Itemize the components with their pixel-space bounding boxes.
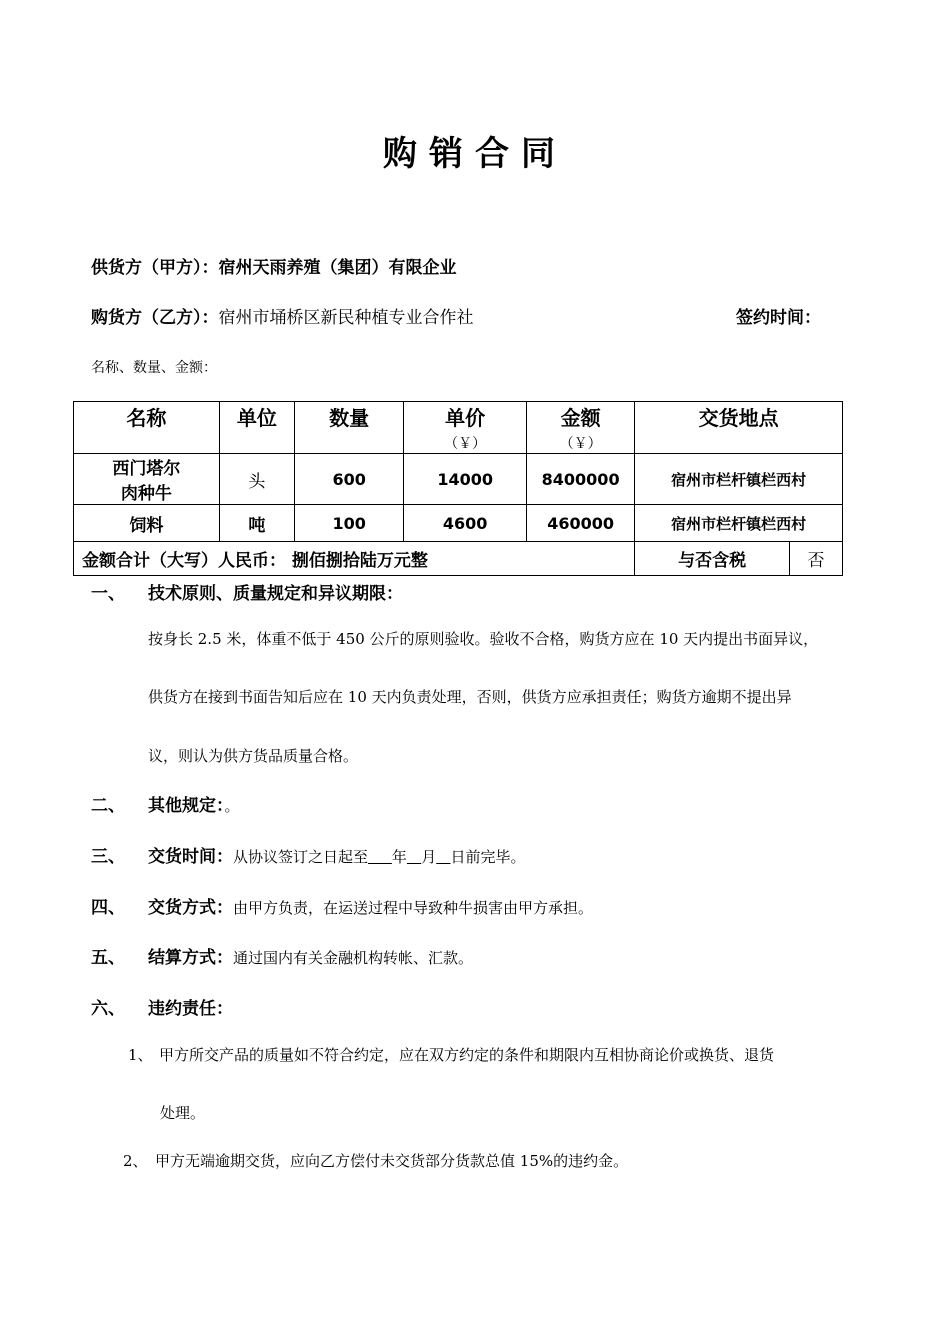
section-3-line: 交货时间：从协议签订之日起至 年 月 日前完毕。: [148, 847, 526, 867]
section-3-title: 交货时间：: [148, 847, 233, 867]
section-1-line: 按身长 2.5 米，体重不低于 450 公斤的原则验收。验收不合格，购货方应在 10 天内提出书面异议，: [148, 630, 819, 648]
total-label: 金额合计（大写）人民币：: [82, 551, 286, 571]
supplier-line: [91, 253, 457, 278]
goods-table: [73, 401, 843, 576]
table-header-row: [74, 402, 843, 454]
cell-name: 饲料: [74, 505, 220, 542]
section-2-text: 。: [224, 797, 240, 815]
goods-intro: 名称、数量、金额：: [91, 360, 217, 376]
buyer-name: 宿州市埇桥区新民种植专业合作社: [218, 308, 474, 328]
section-5-number: 五、: [91, 948, 125, 968]
header-qty: 数量: [294, 402, 403, 454]
section-2-number: 二、: [91, 796, 125, 816]
tax-value: 否: [789, 542, 842, 576]
section-1-title: 技术原则、质量规定和异议期限：: [148, 584, 403, 604]
cell-unit: 头: [219, 454, 294, 505]
table-row: [74, 454, 843, 505]
section-5-text: 通过国内有关金融机构转帐、汇款。: [233, 949, 474, 967]
section-4-text: 由甲方负责，在运送过程中导致种牛损害由甲方承担。: [233, 899, 594, 917]
contract-title: 购销合同: [383, 134, 567, 174]
supplier-label: 供货方（甲方）：: [91, 258, 219, 278]
buyer-label: 购货方（乙方）：: [91, 308, 219, 328]
supplier-name: 宿州天雨养殖（集团）有限企业: [218, 258, 457, 278]
header-place: 交货地点: [635, 402, 843, 454]
section-6-title: 违约责任：: [148, 999, 233, 1019]
sign-time-label: 签约时间：: [736, 308, 821, 328]
section-4-line: [148, 893, 593, 918]
total-row: [74, 542, 843, 576]
section-6-item-text: 甲方所交产品的质量如不符合约定，应在双方约定的条件和期限内互相协商论价或换货、退货: [159, 1046, 775, 1064]
section-5-line: [148, 943, 473, 968]
cell-amount: 460000: [526, 505, 634, 542]
header-price-unit: （￥）: [444, 436, 487, 452]
cell-amount: 8400000: [526, 454, 634, 505]
header-name: 名称: [74, 402, 220, 454]
cell-qty: 100: [294, 505, 403, 542]
section-6-number: 六、: [91, 999, 125, 1019]
section-6-item-text: 甲方无端逾期交货，应向乙方偿付未交货部分货款总值 15%的违约金。: [155, 1152, 629, 1170]
buyer-line: [91, 303, 474, 328]
section-6-item-number: 1、: [128, 1046, 153, 1064]
section-6-item-text: 处理。: [160, 1104, 206, 1122]
cell-price: 4600: [404, 505, 527, 542]
section-4-number: 四、: [91, 898, 125, 918]
tax-label: 与否含税: [635, 542, 790, 576]
cell-place: 宿州市栏杆镇栏西村: [635, 505, 843, 542]
cell-price: 14000: [404, 454, 527, 505]
cell-name: 西门塔尔 肉种牛: [74, 454, 220, 505]
header-unit: 单位: [219, 402, 294, 454]
section-4-title: 交货方式：: [148, 898, 233, 918]
header-price: 单价 （￥）: [404, 402, 527, 454]
section-5-title: 结算方式：: [148, 948, 233, 968]
cell-qty: 600: [294, 454, 403, 505]
header-amount-unit: （￥）: [559, 436, 602, 452]
cell-unit: 吨: [219, 505, 294, 542]
section-1-number: 一、: [91, 584, 125, 604]
section-6-item-number: 2、: [123, 1152, 148, 1170]
cell-place: 宿州市栏杆镇栏西村: [635, 454, 843, 505]
section-3-number: 三、: [91, 847, 125, 867]
total-cell: [74, 542, 635, 576]
header-amount: 金额 （￥）: [526, 402, 634, 454]
table-row: [74, 505, 843, 542]
section-2-title: 其他规定：: [148, 796, 225, 816]
section-1-line: 议，则认为供方货品质量合格。: [148, 747, 359, 765]
total-value: 捌佰捌拾陆万元整: [291, 551, 428, 571]
section-2-line: [148, 791, 240, 816]
section-1-line: 供货方在接到书面告知后应在 10 天内负责处理，否则，供货方应承担责任；购货方逾期不提出异: [148, 688, 792, 706]
